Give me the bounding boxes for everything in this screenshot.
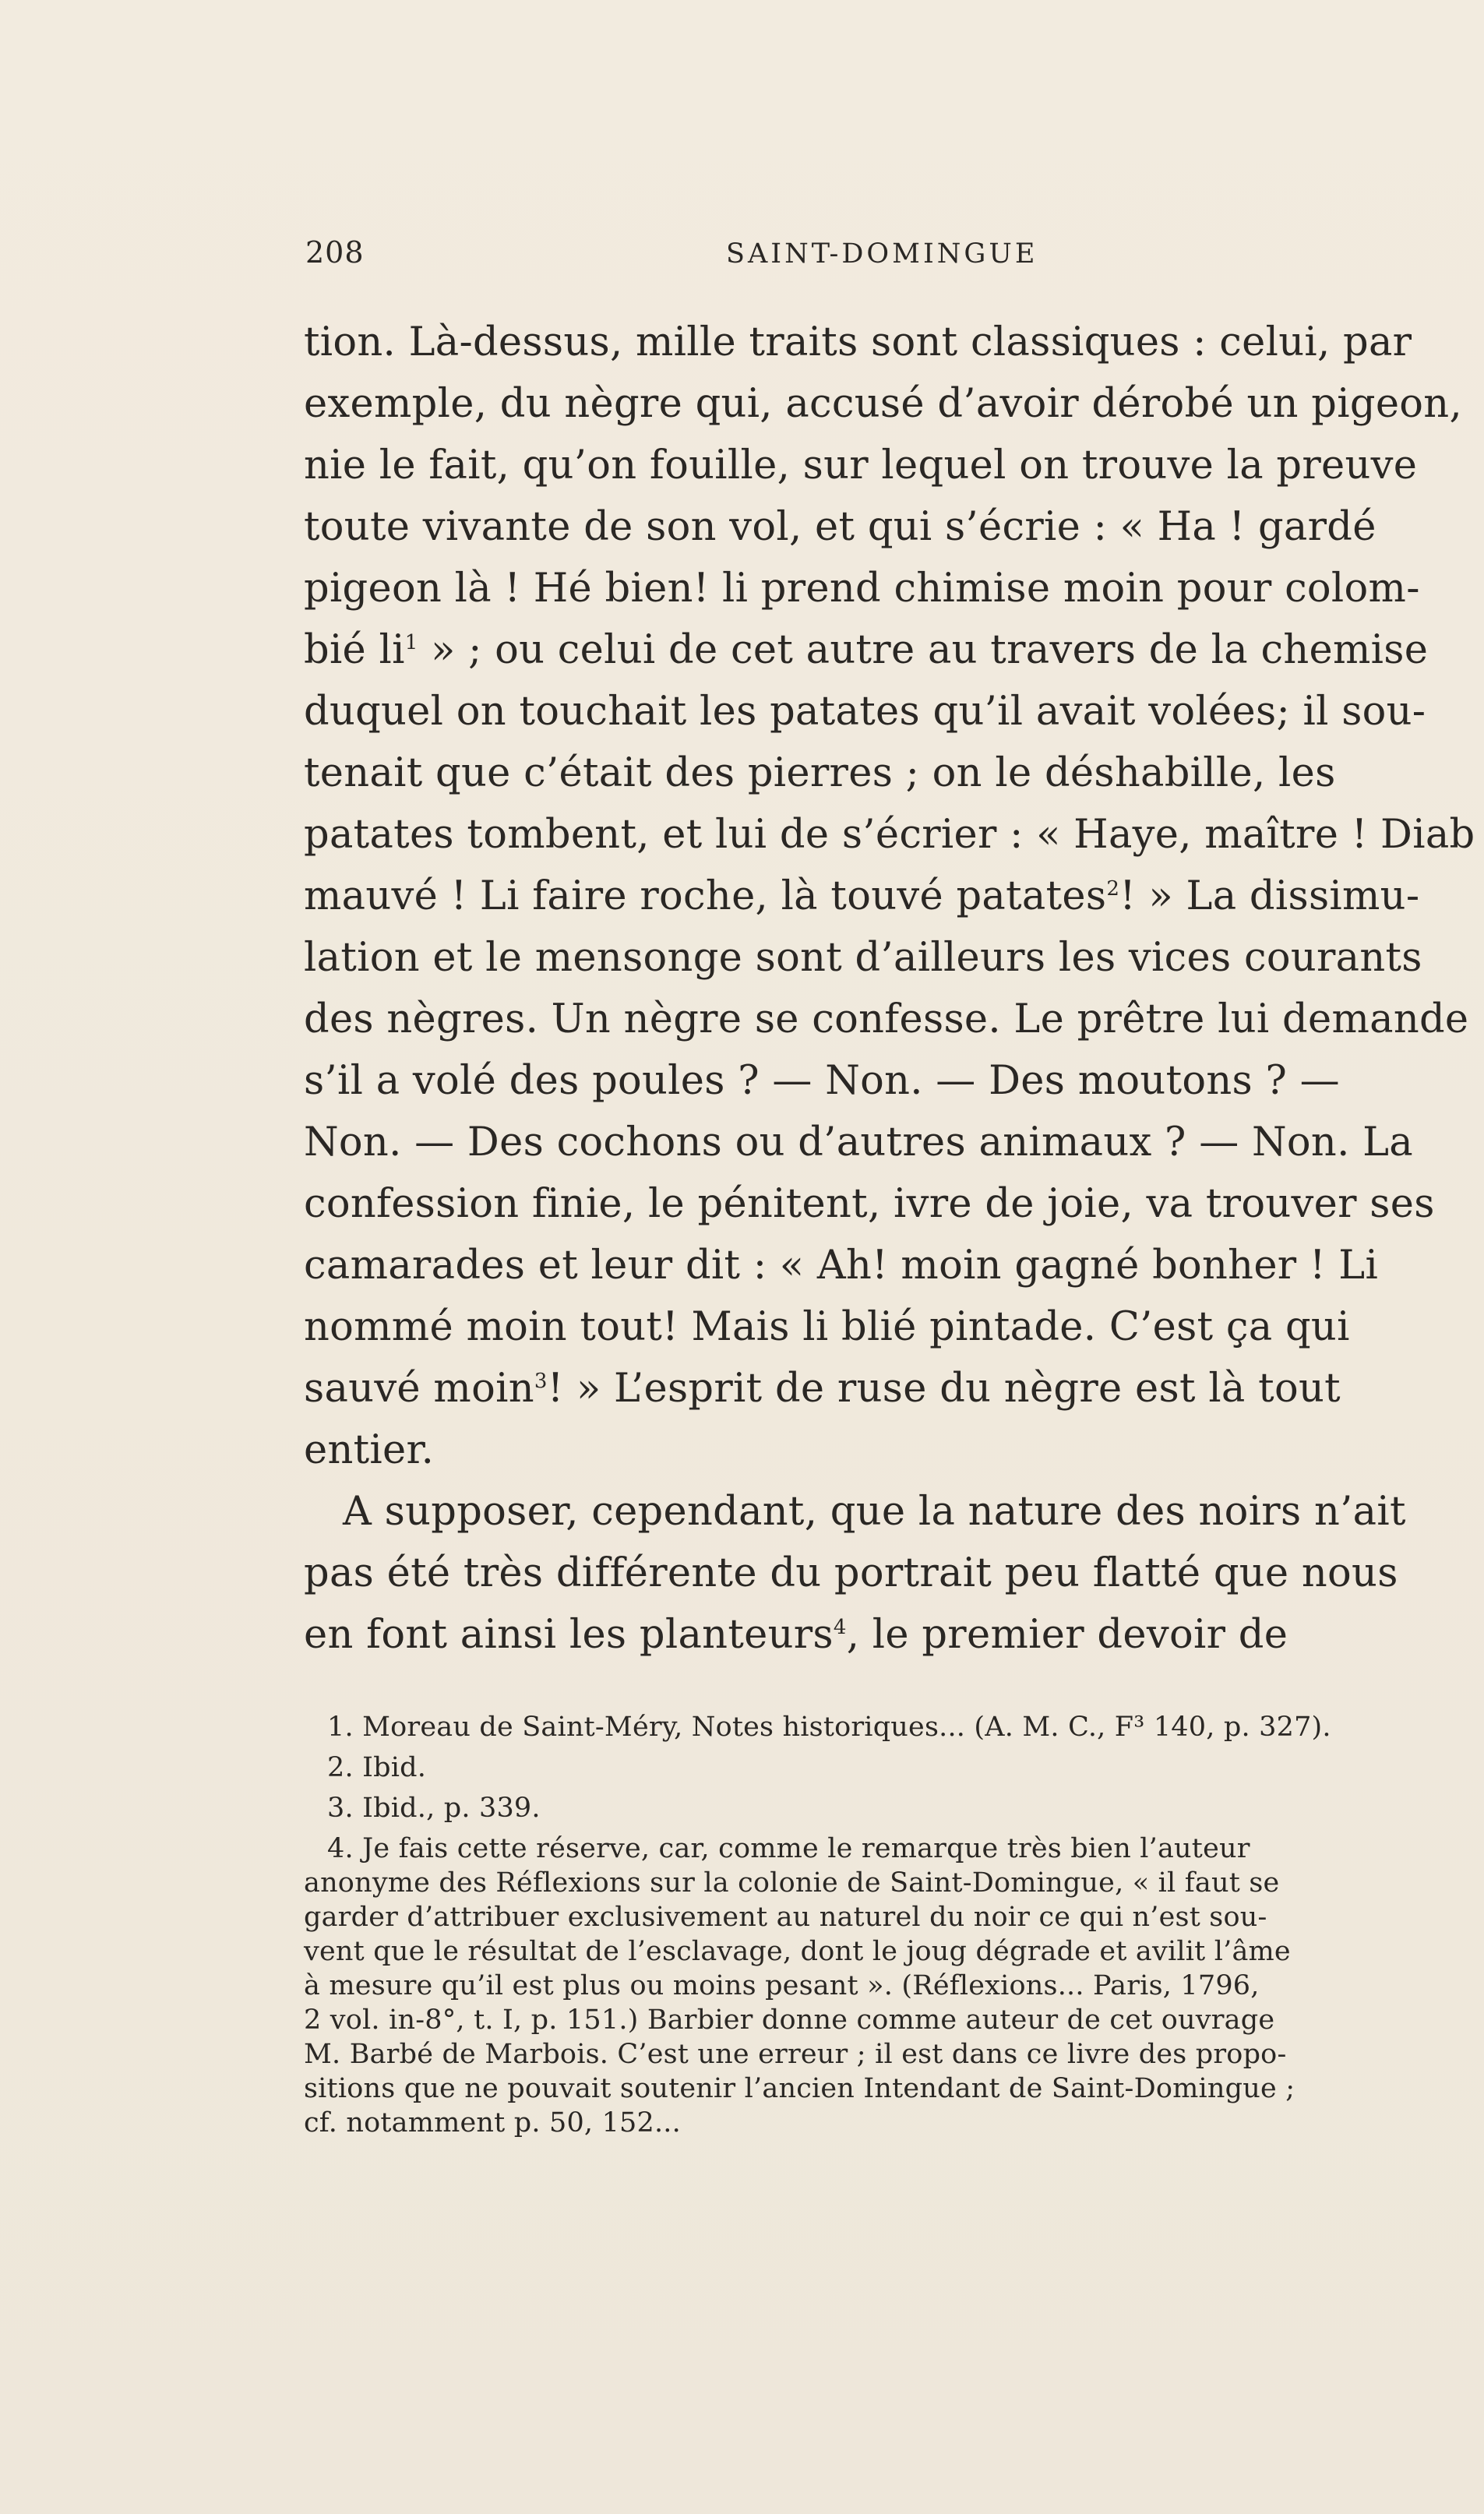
body-line: Non. — Des cochons ou d’autres animaux ? — Non. La <box>304 1119 1413 1165</box>
body-line: des nègres. Un nègre se confesse. Le prêtre lui demande <box>304 996 1469 1042</box>
body-line: confession finie, le pénitent, ivre de joie, va trouver ses <box>304 1181 1435 1227</box>
body-line: patates tombent, et lui de s’écrier : « Haye, maître ! Diab <box>304 812 1475 858</box>
note-ref-1: 1 <box>404 631 418 654</box>
body-line: camarades et leur dit : « Ah! moin gagné bonher ! Li <box>304 1243 1379 1289</box>
footnote-1: 1. Moreau de Saint-Méry, Notes historiques... (A. M. C., F³ 140, p. 327). <box>327 1712 1331 1743</box>
footnote-4-line: sitions que ne pouvait soutenir l’ancien Intendant de Saint-Domingue ; <box>304 2073 1295 2104</box>
footnote-4-line: M. Barbé de Marbois. C’est une erreur ; il est dans ce livre des propo- <box>304 2039 1287 2070</box>
footnote-4-line: 2 vol. in-8°, t. I, p. 151.) Barbier donne comme auteur de cet ouvrage <box>304 2005 1275 2036</box>
body-line: nie le fait, qu’on fouille, sur lequel on trouve la preuve <box>304 443 1418 488</box>
running-head: SAINT-DOMINGUE <box>726 238 1038 270</box>
footnote-4-line: garder d’attribuer exclusivement au naturel du noir ce qui n’est sou- <box>304 1902 1267 1933</box>
footnote-4-line: anonyme des Réflexions sur la colonie de Saint-Domingue, « il faut se <box>304 1867 1280 1899</box>
footnote-4-line: vent que le résultat de l’esclavage, dont le joug dégrade et avilit l’âme <box>304 1936 1291 1967</box>
body-line: tenait que c’était des pierres ; on le déshabille, les <box>304 750 1336 796</box>
footnote-4-line: cf. notamment p. 50, 152... <box>304 2107 681 2138</box>
body-line: nommé moin tout! Mais li blié pintade. C’est ça qui <box>304 1304 1350 1350</box>
page-header <box>305 235 1410 282</box>
body-line: bié li$^1$ » ; ou celui de cet autre au travers de la chemise <box>304 627 1429 673</box>
body-line: en font ainsi les planteurs$^4$, le premier devoir de <box>304 1612 1288 1658</box>
note-ref-4: 4 <box>833 1616 847 1639</box>
body-line: entier. <box>304 1427 435 1473</box>
body-line: lation et le mensonge sont d’ailleurs les vices courants <box>304 935 1422 981</box>
note-ref-2: 2 <box>1106 877 1120 901</box>
body-line: mauvé ! Li faire roche, là touvé patates$^2$! » La dissimu- <box>304 873 1420 919</box>
body-line: sauvé moin$^3$! » L’esprit de ruse du nègre est là tout <box>304 1366 1341 1412</box>
footnote-2: 2. Ibid. <box>327 1752 427 1783</box>
body-line: pas été très différente du portrait peu flatté que nous <box>304 1550 1398 1596</box>
body-line: exemple, du nègre qui, accusé d’avoir dérobé un pigeon, <box>304 381 1462 427</box>
body-line: s’il a volé des poules ? — Non. — Des moutons ? — <box>304 1058 1340 1104</box>
footnote-4-line: à mesure qu’il est plus ou moins pesant ». (Réflexions... Paris, 1796, <box>304 1970 1260 2001</box>
body-line: duquel on touchait les patates qu’il avait volées; il sou- <box>304 689 1426 735</box>
page-number: 208 <box>305 235 365 270</box>
body-line: tion. Là-dessus, mille traits sont classiques : celui, par <box>304 319 1412 365</box>
body-line: toute vivante de son vol, et qui s’écrie : « Ha ! gardé <box>304 504 1376 550</box>
footnote-3: 3. Ibid., p. 339. <box>327 1793 541 1824</box>
footnotes <box>304 1710 1414 2140</box>
note-ref-3: 3 <box>534 1370 548 1393</box>
body-line: pigeon là ! Hé bien! li prend chimise moin pour colom- <box>304 566 1420 612</box>
footnote-4-line: 4. Je fais cette réserve, car, comme le remarque très bien l’auteur <box>327 1833 1250 1864</box>
body-line: A supposer, cependant, que la nature des noirs n’ait <box>343 1489 1406 1535</box>
main-text <box>304 312 1475 1666</box>
